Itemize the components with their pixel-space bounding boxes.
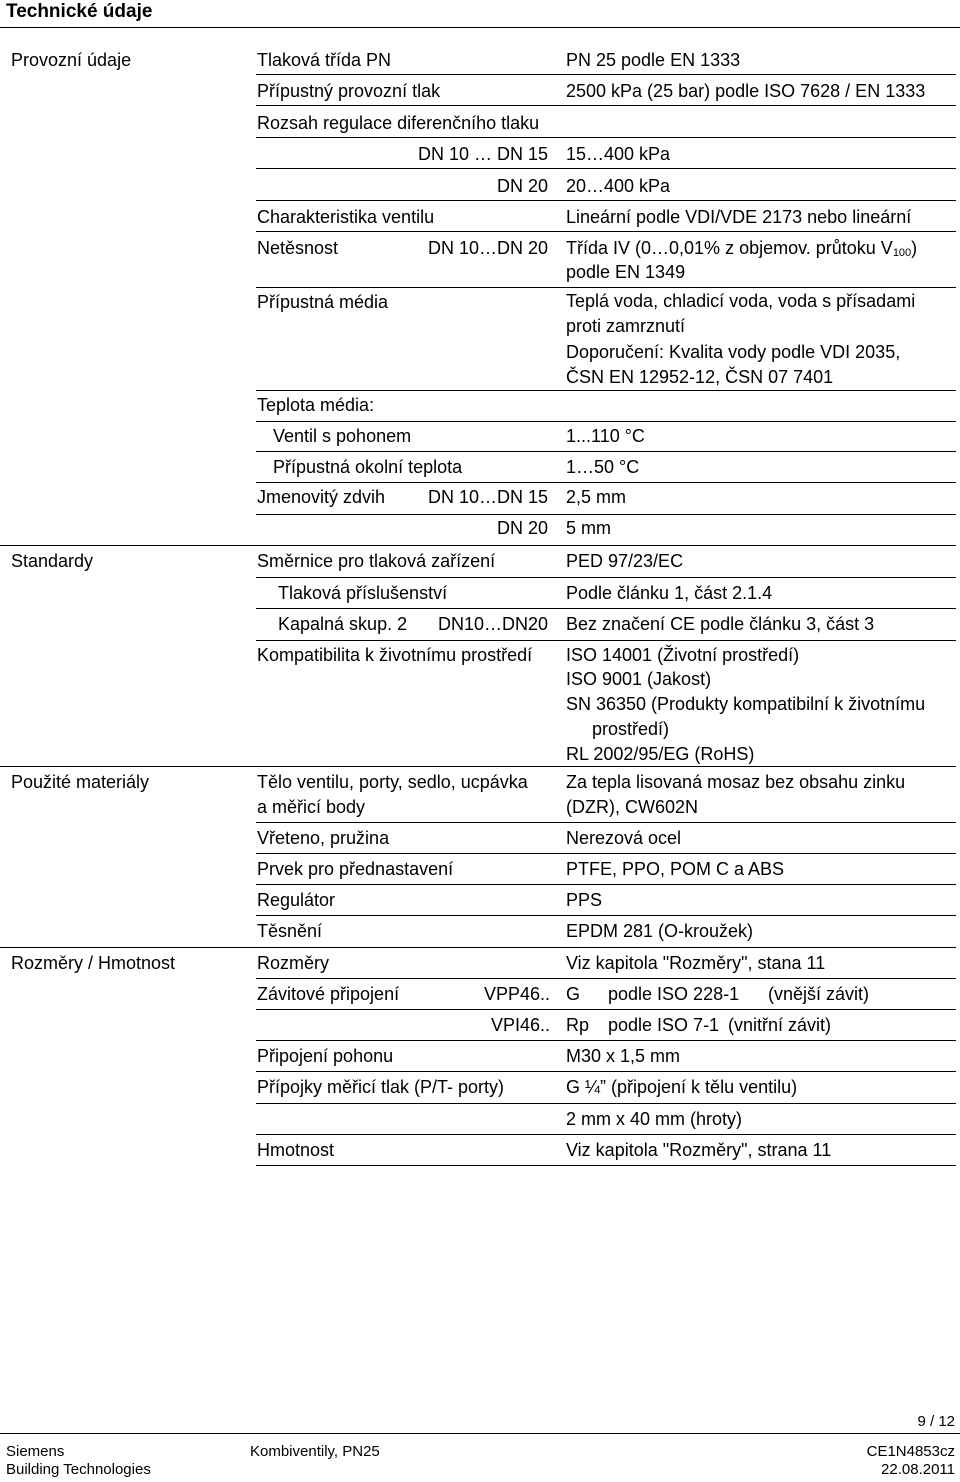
stroke-dn2: DN 20 [496,518,548,538]
env-value-3: SN 36350 (Produkty kompatibilní k životnímu [566,694,926,714]
row-divider [256,74,956,75]
range-dn2-value: 20…400 kPa [566,176,671,196]
actuator-label: Připojení pohonu [257,1046,394,1066]
footer-divider [0,1433,960,1434]
stem-label: Vřeteno, pružina [257,828,390,848]
footer-product: Kombiventily, PN25 [250,1443,380,1460]
footer-company-1: Siemens [6,1443,65,1460]
row-divider [256,608,956,609]
row-divider [256,915,956,916]
accessories-value: Podle článku 1, část 2.1.4 [566,583,773,603]
row-divider [256,1134,956,1135]
actuator-value: M30 x 1,5 mm [566,1046,681,1066]
weight-value: Viz kapitola "Rozměry", strana 11 [566,1140,832,1160]
body-value-1: Za tepla lisovaná mosaz bez obsahu zinku [566,772,906,792]
stem-value: Nerezová ocel [566,828,682,848]
preset-label: Prvek pro přednastavení [257,859,454,879]
page-number: 9 / 12 [917,1413,955,1430]
section-rozmery: Rozměry / Hmotnost [11,953,176,973]
section-provozni: Provozní údaje [11,50,132,70]
row-divider [256,451,956,452]
row-divider [256,978,956,979]
char-value: Lineární podle VDI/VDE 2173 nebo lineární [566,207,912,227]
row-divider [256,105,956,106]
range-dn1: DN 10 … DN 15 [417,144,548,164]
env-value-2: ISO 9001 (Jakost) [566,669,712,689]
valve-drive-value: 1...110 °C [566,426,645,446]
pt-ports-value-2: 2 mm x 40 mm (hroty) [566,1109,743,1129]
thread-rp: Rp [566,1015,590,1035]
row-divider [256,231,956,232]
body-value-2: (DZR), CW602N [566,797,699,817]
leak-value: Třída IV (0…0,01% z objemov. průtoku $V_{100}$) [566,238,918,259]
thread-type-1: VPP46.. [483,984,550,1004]
leak-dn: DN 10…DN 20 [427,238,548,258]
footer-date: 22.08.2011 [881,1461,955,1478]
stroke-dn1: DN 10…DN 15 [427,487,548,507]
title-bar [0,0,960,28]
regulator-value: PPS [566,890,603,910]
env-value-5: RL 2002/95/EG (RoHS) [566,744,755,764]
pt-ports-label: Přípojky měřicí tlak (P/T- porty) [257,1077,505,1097]
range-label: Rozsah regulace diferenčního tlaku [257,113,540,133]
media-value-4: ČSN EN 12952-12, ČSN 07 7401 [566,367,834,387]
row-divider [256,287,956,288]
row-divider [256,1165,956,1166]
thread-rp-note: (vnitřní závit) [728,1015,832,1035]
fluid-group-label: Kapalná skup. 2 [278,614,408,634]
fluid-group-dn: DN10…DN20 [437,614,548,634]
dimensions-label: Rozměry [257,953,330,973]
page-title: Technické údaje [6,1,153,22]
thread-type-2: VPI46.. [490,1015,550,1035]
env-label: Kompatibilita k životnímu prostředí [257,645,533,665]
ambient-value: 1…50 °C [566,457,640,477]
row-divider [256,1071,956,1072]
media-label: Přípustná média [257,292,389,312]
media-value-2: proti zamrznutí [566,316,686,336]
body-label-1: Tělo ventilu, porty, sedlo, ucpávka [257,772,528,792]
leak-value-2: podle EN 1349 [566,262,686,282]
thread-rp-value: podle ISO 7-1 [608,1015,720,1035]
thread-g-note: (vnější závit) [768,984,870,1004]
char-label: Charakteristika ventilu [257,207,435,227]
thread-g: G [566,984,581,1004]
section-divider [0,766,956,767]
row-divider [256,640,956,641]
section-divider [0,947,956,948]
pressure-label: Přípustný provozní tlak [257,81,441,101]
dimensions-value: Viz kapitola "Rozměry", stana 11 [566,953,826,973]
valve-drive-label: Ventil s pohonem [273,426,412,446]
leak-label: Netěsnost [257,238,339,258]
row-divider [256,1040,956,1041]
row-divider [256,390,956,391]
weight-label: Hmotnost [257,1140,335,1160]
row-divider [256,1103,956,1104]
accessories-label: Tlaková příslušenství [278,583,448,603]
temp-label: Teplota média: [257,395,375,415]
section-standardy: Standardy [11,551,94,571]
stroke-label: Jmenovitý zdvih [257,487,386,507]
thread-g-value: podle ISO 228-1 [608,984,740,1004]
row-divider [256,421,956,422]
row-divider [256,482,956,483]
row-divider [256,822,956,823]
row-divider [256,884,956,885]
env-value-1: ISO 14001 (Životní prostředí) [566,645,800,665]
pressure-value: 2500 kPa (25 bar) podle ISO 7628 / EN 1333 [566,81,926,101]
row-divider [256,200,956,201]
row-divider [256,577,956,578]
section-materialy: Použité materiály [11,772,150,792]
directive-label: Směrnice pro tlaková zařízení [257,551,496,571]
pn-label: Tlaková třída PN [257,50,392,70]
thread-label: Závitové připojení [257,984,400,1004]
ambient-label: Přípustná okolní teplota [273,457,463,477]
fluid-group-value: Bez značení CE podle článku 3, část 3 [566,614,875,634]
section-divider [0,545,956,546]
seal-value: EPDM 281 (O-kroužek) [566,921,754,941]
media-value-1: Teplá voda, chladicí voda, voda s přísadami [566,291,916,311]
stroke-dn1-value: 2,5 mm [566,487,627,507]
row-divider [256,168,956,169]
media-value-3: Doporučení: Kvalita vody podle VDI 2035, [566,342,901,362]
footer-doc-id: CE1N4853cz [866,1443,955,1460]
env-value-4: prostředí) [592,719,670,739]
range-dn1-value: 15…400 kPa [566,144,671,164]
pt-ports-value-1: G ¼” (připojení k tělu ventilu) [566,1077,798,1097]
row-divider [256,514,956,515]
range-dn2: DN 20 [496,176,548,196]
body-label-2: a měřicí body [257,797,366,817]
footer-company-2: Building Technologies [6,1461,151,1478]
directive-value: PED 97/23/EC [566,551,684,571]
row-divider [256,137,956,138]
stroke-dn2-value: 5 mm [566,518,611,538]
pn-value: PN 25 podle EN 1333 [566,50,741,70]
preset-value: PTFE, PPO, POM C a ABS [566,859,785,879]
seal-label: Těsnění [257,921,323,941]
row-divider [256,1009,956,1010]
row-divider [256,853,956,854]
regulator-label: Regulátor [257,890,336,910]
